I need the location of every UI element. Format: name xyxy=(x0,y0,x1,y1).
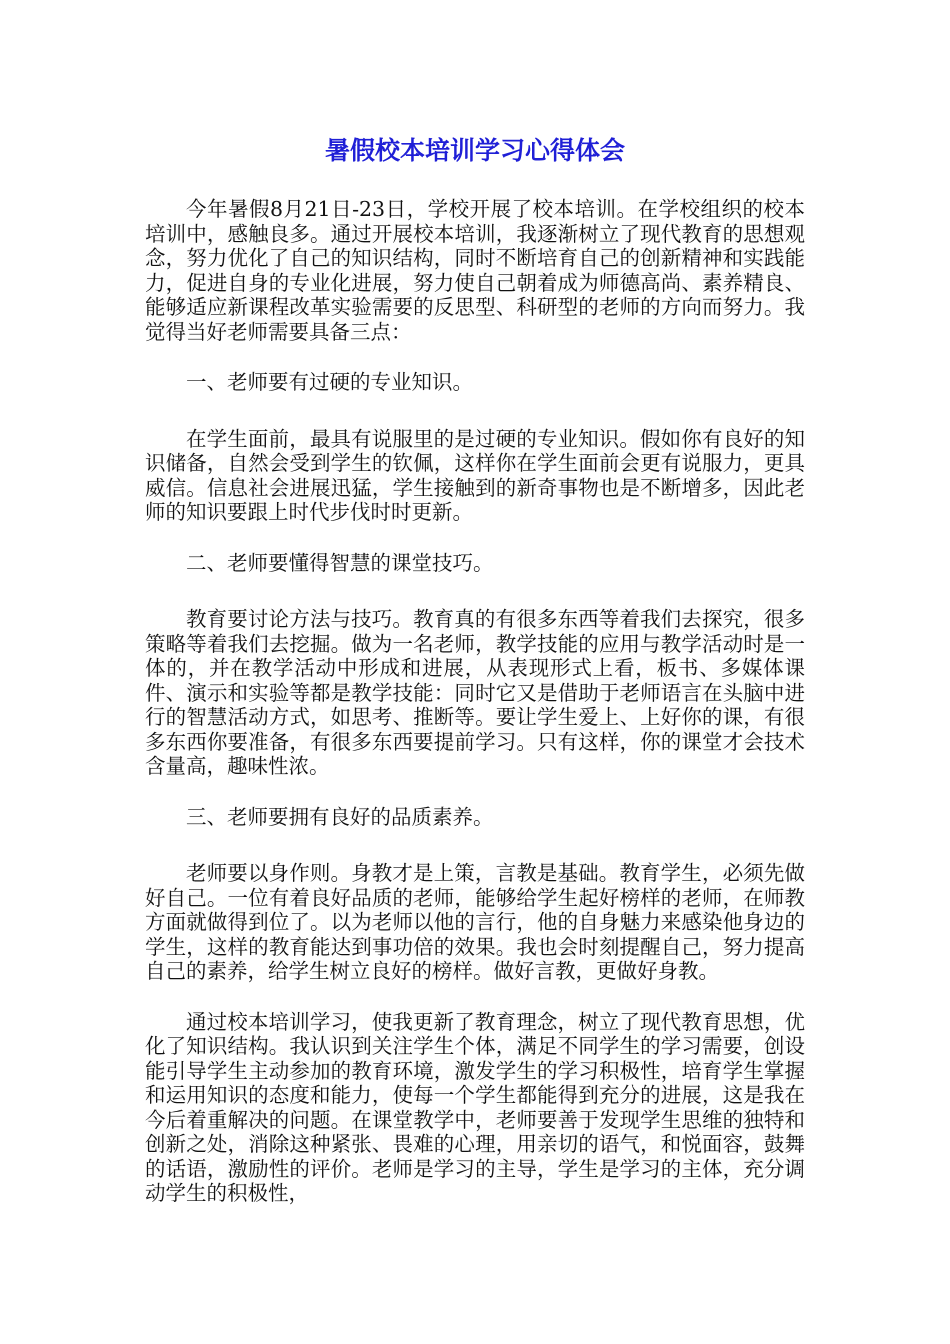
section-heading-1: 一、老师要有过硬的专业知识。 xyxy=(186,370,473,394)
document-title: 暑假校本培训学习心得体会 xyxy=(324,136,625,165)
intro-paragraph: 今年暑假8月21日-23日，学校开展了校本培训。在学校组织的校本培训中，感触良多。通过开展校本培训，我逐渐树立了现代教育的思想观念，努力优化了自己的知识结构，同时不断培育自己的创新精神和实践能力，促进自身的专业化进展，努力使自己朝着成为师德高尚、素养精良、能够适应新课程改革实验需要的反思型、科研型的老师的方向而努力。我觉得当好老师需要具备三点： xyxy=(145,197,805,344)
section-paragraph-1: 在学生面前，最具有说服里的是过硬的专业知识。假如你有良好的知识储备，自然会受到学生的钦佩，这样你在学生面前会更有说服力，更具威信。信息社会进展迅猛，学生接触到的新奇事物也是不断增多，因此老师的知识要跟上时代步伐时时更新。 xyxy=(145,426,805,524)
section-heading-2: 二、老师要懂得智慧的课堂技巧。 xyxy=(186,550,494,575)
conclusion-paragraph: 通过校本培训学习，使我更新了教育理念，树立了现代教育思想，优化了知识结构。我认识到关注学生个体，满足不同学生的学习需要，创设能引导学生主动参加的教育环境，激发学生的学习积极性，培育学生掌握和运用知识的态度和能力，使每一个学生都能得到充分的进展，这是我在今后着重解决的问题。在课堂教学中，老师要善于发现学生思维的独特和创新之处，消除这种紧张、畏难的心理，用亲切的语气，和悦面容，鼓舞的话语，激励性的评价。老师是学习的主导，学生是学习的主体，充分调动学生的积极性， xyxy=(145,1009,805,1205)
section-heading-3: 三、老师要拥有良好的品质素养。 xyxy=(186,804,494,829)
section-paragraph-3: 老师要以身作则。身教才是上策，言教是基础。教育学生，必须先做好自己。一位有着良好品质的老师，能够给学生起好榜样的老师，在师教方面就做得到位了。以为老师以他的言行，他的自身魅力来感染他身边的学生，这样的教育能达到事功倍的效果。我也会时刻提醒自己，努力提高自己的素养，给学生树立良好的榜样。做好言教，更做好身教。 xyxy=(145,861,805,983)
document-body xyxy=(145,197,805,1232)
section-paragraph-2: 教育要讨论方法与技巧。教育真的有很多东西等着我们去探究，很多策略等着我们去挖掘。做为一名老师，教学技能的应用与教学活动时是一体的，并在教学活动中形成和进展，从表现形式上看，板书、多媒体课件、演示和实验等都是教学技能：同时它又是借助于老师语言在头脑中进行的智慧活动方式，如思考、推断等。要让学生爱上、上好你的课，有很多东西你要准备，有很多东西要提前学习。只有这样，你的课堂才会技术含量高，趣味性浓。 xyxy=(145,607,805,778)
